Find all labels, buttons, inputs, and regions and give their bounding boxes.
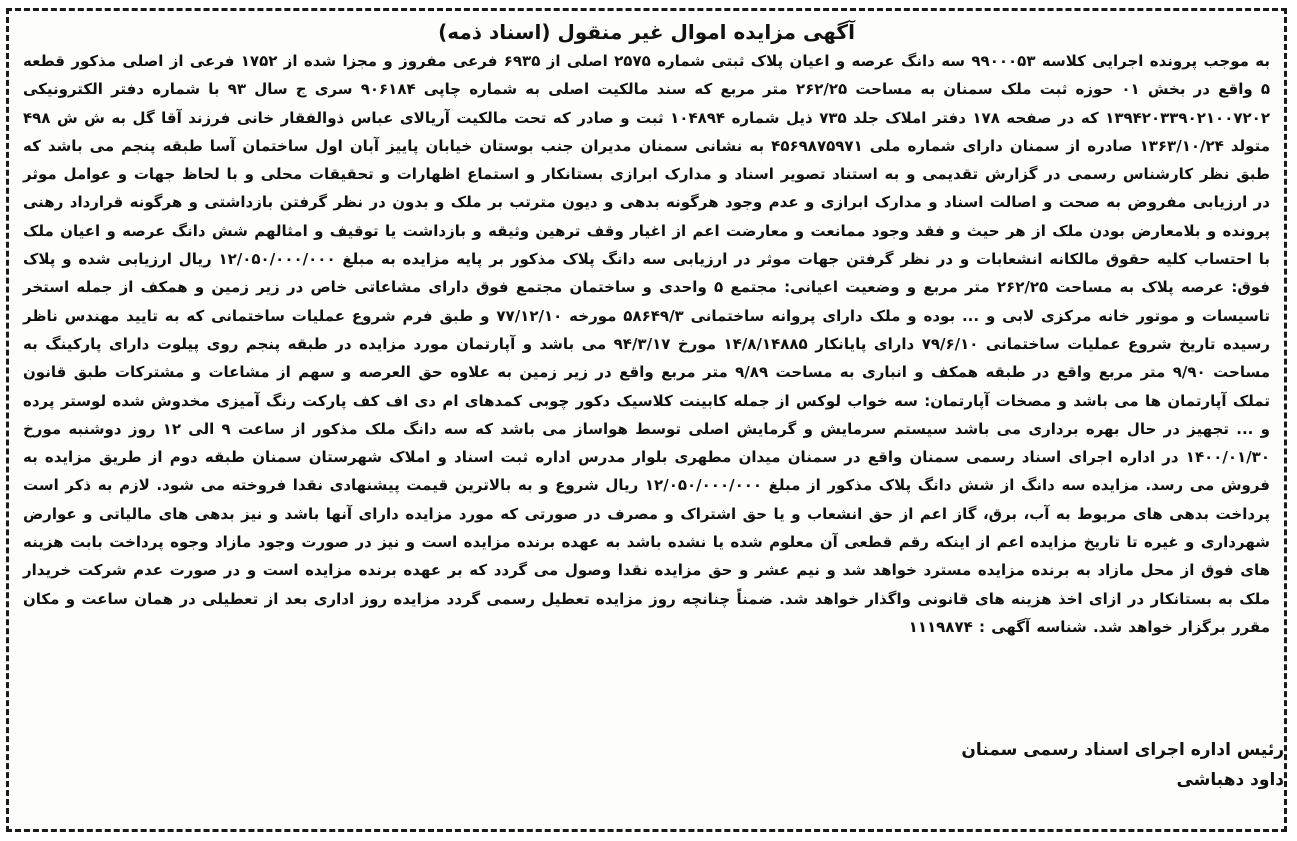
signer-title: رئیس اداره اجرای اسناد رسمی سمنان (961, 740, 1284, 760)
signature-block (9, 735, 1284, 795)
auction-notice-frame (6, 8, 1287, 832)
signer-name: داود دهباشی (1176, 770, 1284, 790)
notice-title: آگهی مزایده اموال غیر منقول (اسناد ذمه) (438, 20, 855, 44)
notice-content (23, 19, 1270, 641)
signature-inner (0, 735, 1284, 795)
notice-body: به موجب پرونده اجرایی کلاسه ۹۹۰۰۰۵۳ سه دانگ عرصه و اعیان پلاک ثبتی شماره ۲۵۷۵ اصلی از ۶۹۳۵ فرعی مفروز و مجزا شده از ۱۷۵۲ فرعی از اصلی مذکور قطعه ۵ واقع در بخش ۰۱ حوزه ثبت ملک سمنان به مساحت ۲۶۲/۲۵ متر مربع که سند مالکیت اصلی به شماره چاپی ۹۰۶۱۸۴ سری ج سال ۹۳ با شماره دفتر الکترونیکی ۱۳۹۴۲۰۳۳۹۰۲۱۰۰۷۲۰۲ که در صفحه ۱۷۸ دفتر املاک جلد ۷۳۵ ذیل شماره ۱۰۴۸۹۴ ثبت و صادر که تحت مالکیت آریالای عباس ذوالفقار خانی فرزند آقا گل به ش ش ۴۹۸ متولد ۱۳۶۳/۱۰/۲۴ صادره از سمنان دارای شماره ملی ۴۵۶۹۸۷۵۹۷۱ به نشانی سمنان مدیران جنب بوستان خیابان پاییز آبان اول ساختمان آسا طبقه پنجم می باشد که طبق نظر کارشناس رسمی در گزارش تقدیمی و به استناد تصویر اسناد و مدارک ابرازی بستانکار و استماع اظهارات و تحقیقات محلی و با لحاظ جهات و عوامل موثر در ارزیابی مفروض به صحت و اصالت اسناد و مدارک ابرازی و عدم وجود هرگونه بدهی و دیون مترتب بر ملک و بدون در نظر گرفتن بازداشتی و هرگونه قرارداد رهنی پرونده و بلامعارض بودن ملک از هر حیث و فقد وجود ممانعت و معارضت اعم از اغیار وقف ترهین وثیقه و بازداشت یا توقیف و امثالهم شش دانگ عرصه و اعیان ملک با احتساب کلیه حقوق مالکانه انشعابات و در نظر گرفتن جهات موثر در ارزیابی سه دانگ پلاک مذکور بر پایه مزایده به مبلغ ۱۲/۰۵۰/۰۰۰/۰۰۰ ریال ارزیابی شده و پلاک فوق: عرصه پلاک به مساحت ۲۶۲/۲۵ متر مربع و وضعیت اعیانی: مجتمع ۵ واحدی و ساختمان مجتمع فوق دارای مشاعاتی خاص در زیر زمین و همکف از جمله استخر تاسیسات و موتور خانه مرکزی لابی و ... بوده و ملک دارای پروانه ساختمانی ۵۸۶۴۹/۳ مورخه ۷۷/۱۲/۱۰ و طبق فرم شروع عملیات ساختمانی که به تایید مهندس ناظر رسیده تاریخ شروع عملیات ساختمانی ۷۹/۶/۱۰ دارای پایانکار ۱۴/۸/۱۴۸۸۵ مورخ ۹۴/۳/۱۷ می باشد و آپارتمان مورد مزایده در طبقه پنجم روی پیلوت دارای پارکینگ به مساحت ۹/۹۰ متر مربع واقع در طبقه همکف و انباری به مساحت ۹/۸۹ متر مربع واقع در زیر زمین به علاوه حق العرصه و سهم از مشاعات و مشترکات طبق قانون تملک آپارتمان ها می باشد و مصخات آپارتمان: سه خواب لوکس از جمله کابینت کلاسیک دکور چوبی کمدهای ام دی اف کف پارکت رنگ آمیزی مخدوش شده لوستر پرده و ... تجهیز در حال بهره برداری می باشد سیستم سرمایش و گرمایش اصلی توسط هواساز می باشد که سه دانگ ملک مذکور از ساعت ۹ الی ۱۲ روز دوشنبه مورخ ۱۴۰۰/۰۱/۳۰ در اداره اجرای اسناد رسمی سمنان واقع در سمنان میدان مطهری بلوار مدرس اداره ثبت اسناد و املاک شهرستان سمنان طبقه دوم از طریق مزایده به فروش می رسد. مزایده سه دانگ از شش دانگ پلاک مذکور از مبلغ ۱۲/۰۵۰/۰۰۰/۰۰۰ ریال شروع و به بالاترین قیمت پیشنهادی نقدا فروخته می شود. لازم به ذکر است پرداخت بدهی های مربوط به آب، برق، گاز اعم از حق انشعاب و یا حق اشتراک و مصرف در صورتی که مورد مزایده دارای آنها باشد و نیز بدهی های مالیاتی و عوارض شهرداری و غیره تا تاریخ مزایده اعم از اینکه رقم قطعی آن معلوم شده یا نشده باشد به عهده برنده مزایده است و نیز در صورت وجود مازاد وجوه پرداخت بابت هزینه های فوق از محل مازاد به برنده مزایده مسترد خواهد شد و نیم عشر و حق مزایده نقدا وصول می گردد که بر عهده برنده مزایده است و در صورت عدم شرکت خریدار ملک به بستانکار در ازای اخذ هزینه های قانونی واگذار خواهد شد. ضمناً چنانچه روز مزایده تعطیل رسمی گردد مزایده روز اداری بعد از تعطیلی در همان ساعت و مکان مقرر برگزار خواهد شد. شناسه آگهی : ۱۱۱۹۸۷۴ (23, 52, 1271, 636)
